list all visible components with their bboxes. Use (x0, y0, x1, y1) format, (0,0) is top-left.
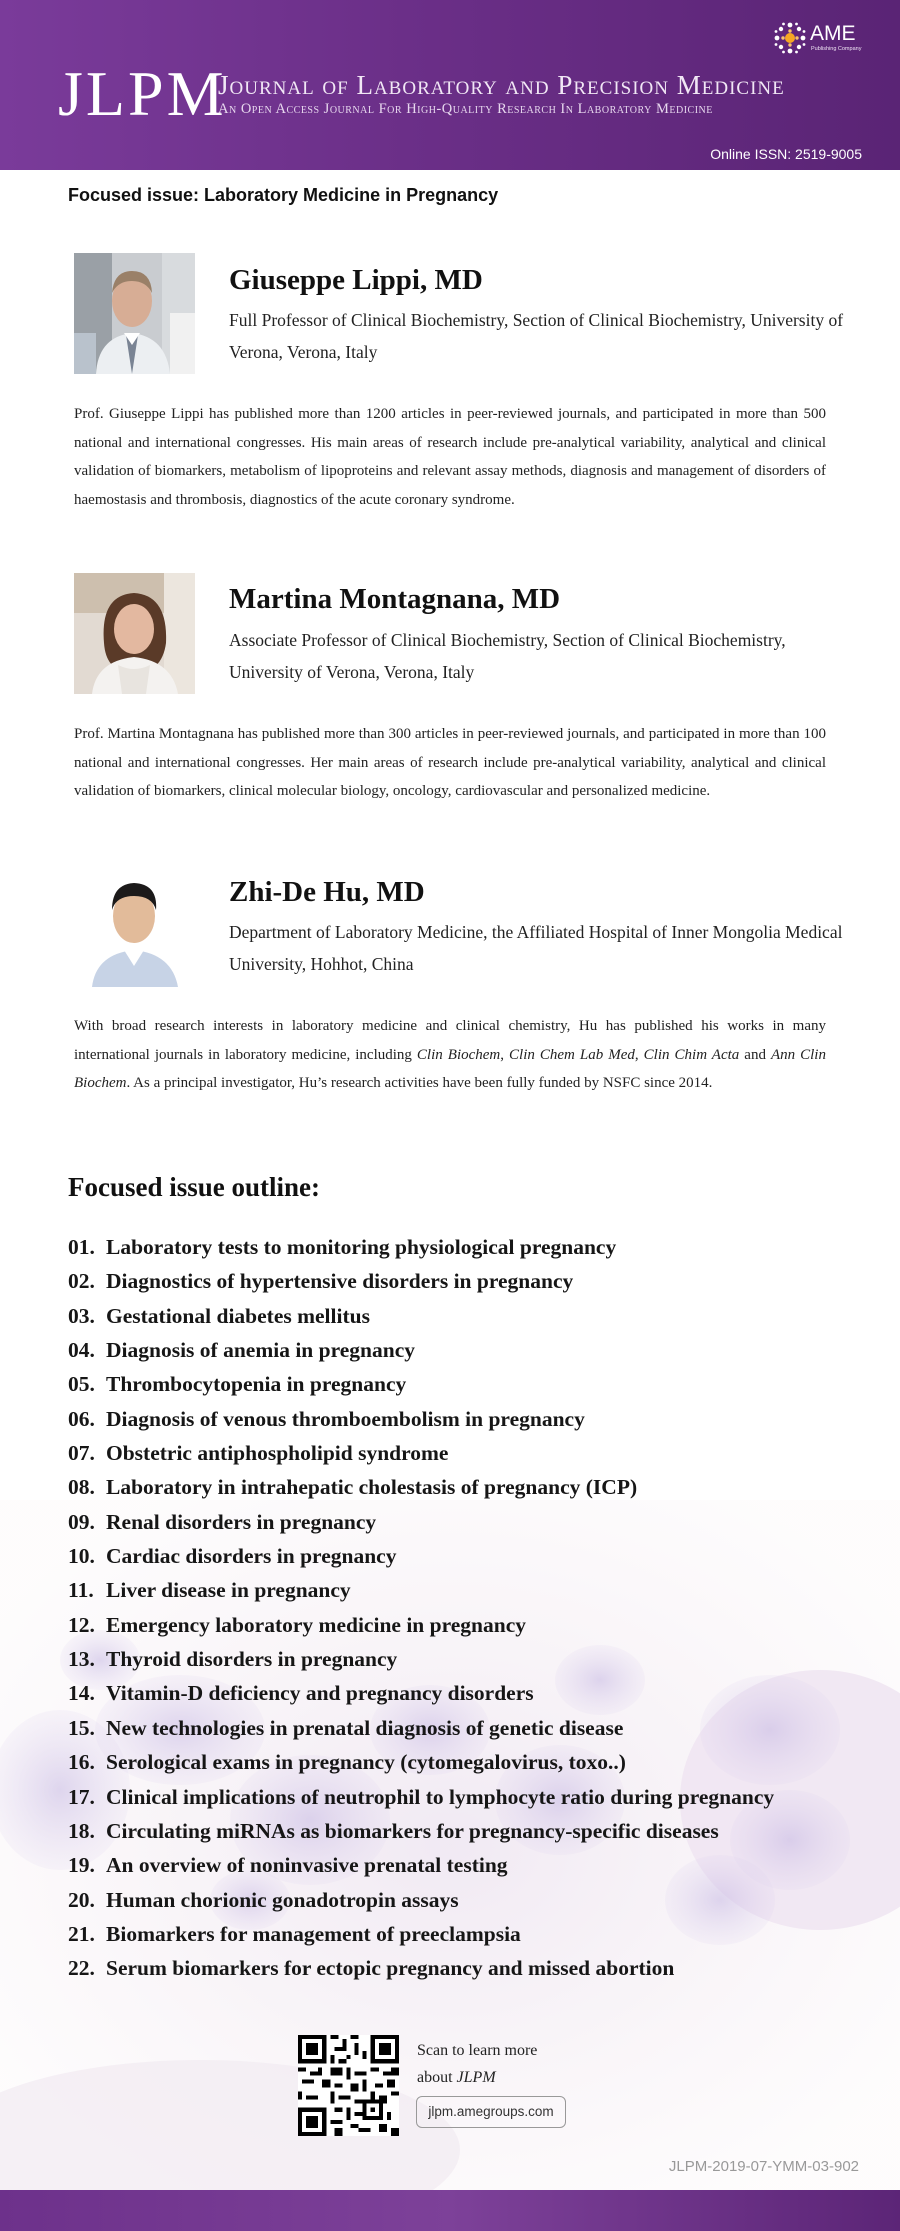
profile-bio-lippi: Prof. Giuseppe Lippi has published more than 1200 articles in peer-reviewed journals, and participated in more than 500 national and international congresses. His main areas of research include pre-analytical variability, analytical and clinical validation of biomarkers, metabolism of lipoproteins and relevant assay methods, diagnosis and management of disorders of haemostasis and thrombosis, diagnostics of the acute coronary syndrome. (74, 406, 826, 508)
outline-number: 01. (68, 1235, 95, 1259)
outline-item (68, 1642, 868, 1676)
outline-item (68, 1333, 868, 1367)
journal-ref: Clin Biochem (416, 1046, 501, 1063)
profile-name-lippi: Giuseppe Lippi, MD (229, 264, 483, 296)
bio-text: , (634, 1046, 644, 1063)
publisher-logo (772, 20, 862, 56)
bio-text: . As a principal investigator, Hu’s research activities have been fully funded by NSFC since 2014. (126, 1075, 713, 1091)
profile-photo-montagnana (74, 573, 195, 694)
outline-item (68, 1573, 868, 1607)
journal-subtitle: An Open Access Journal For High-Quality Research In Laboratory Medicine (218, 101, 713, 117)
ame-dots-icon (772, 20, 808, 56)
outline-number: 04. (68, 1338, 95, 1363)
outline-number: 03. (68, 1303, 95, 1328)
journal-logo: JLPM (58, 58, 227, 129)
outline-number: 09. (68, 1509, 95, 1534)
outline-number: 20. (68, 1887, 95, 1912)
outline-text: Thrombocytopenia in pregnancy (106, 1372, 407, 1397)
outline-item (68, 1539, 868, 1573)
journal-header (0, 0, 900, 170)
outline-text: Cardiac disorders in pregnancy (106, 1544, 397, 1569)
outline-text: Diagnostics of hypertensive disorders in pregnancy (106, 1269, 574, 1294)
outline-text: Emergency laboratory medicine in pregnancy (106, 1612, 526, 1637)
profile-affiliation-lippi: Full Professor of Clinical Biochemistry, Section of Clinical Biochemistry, University of Verona, Verona, Italy (229, 310, 844, 362)
scan-instructions (417, 2037, 537, 2091)
bio-text: With broad research interests in laboratory medicine and clinical chemistry, Hu has published his works in many international journals in laboratory medicine, including (74, 1018, 826, 1063)
outline-text: Laboratory tests to monitoring physiological pregnancy (106, 1235, 617, 1259)
scan-text-line-1: Scan to learn more (417, 2042, 538, 2059)
outline-item (68, 1402, 868, 1436)
outline-text: Clinical implications of neutrophil to lymphocyte ratio during pregnancy (106, 1784, 775, 1809)
outline-text: Renal disorders in pregnancy (106, 1509, 377, 1534)
outline-item (68, 1436, 868, 1470)
journal-ref: Clin Chim Acta (643, 1046, 740, 1063)
outline-item (68, 1745, 868, 1779)
outline-number: 21. (68, 1921, 95, 1946)
profile-bio-hu (74, 1012, 826, 1098)
outline-item (68, 1608, 868, 1642)
outline-number: 08. (68, 1475, 95, 1500)
outline-number: 13. (68, 1647, 95, 1672)
outline-item (68, 1814, 868, 1848)
outline-text: New technologies in prenatal diagnosis of genetic disease (106, 1715, 624, 1740)
outline-number: 14. (68, 1681, 95, 1706)
profile-bio-montagnana: Prof. Martina Montagnana has published more than 300 articles in peer-reviewed journals, and participated in more than 100 national and international congresses. Her main areas of research include pre-analytical variability, analytical and clinical validation of biomarkers, clinical molecular biology, oncology, cardiovascular and personalized medicine. (74, 726, 826, 799)
outline-number: 06. (68, 1406, 95, 1431)
document-code: JLPM-2019-07-YMM-03-902 (668, 2158, 859, 2175)
outline-number: 05. (68, 1372, 95, 1397)
profile-photo-lippi (74, 253, 195, 374)
journal-name: Journal of Laboratory and Precision Medicine (218, 70, 785, 100)
outline-number: 18. (68, 1818, 95, 1843)
publisher-name: AME (810, 22, 856, 45)
outline-text: Obstetric antiphospholipid syndrome (106, 1441, 449, 1466)
outline-text: Vitamin-D deficiency and pregnancy disorders (106, 1681, 534, 1706)
outline-text: Thyroid disorders in pregnancy (106, 1647, 398, 1672)
outline-item (68, 1367, 868, 1401)
scan-text-about: about (417, 2069, 457, 2086)
bio-text: , (500, 1046, 510, 1063)
profile-affiliation-hu: Department of Laboratory Medicine, the Affiliated Hospital of Inner Mongolia Medical University, Hohhot, China (229, 922, 843, 974)
outline-text: Gestational diabetes mellitus (106, 1303, 370, 1328)
outline-number: 07. (68, 1441, 95, 1466)
journal-url-link[interactable]: jlpm.amegroups.com (416, 2096, 566, 2128)
bio-text: and (739, 1046, 771, 1063)
issn-label: Online ISSN: 2519-9005 (710, 146, 862, 162)
outline-item (68, 1676, 868, 1710)
profile-affiliation-montagnana: Associate Professor of Clinical Biochemistry, Section of Clinical Biochemistry, University of Verona, Verona, Italy (229, 630, 786, 682)
outline-number: 12. (68, 1612, 95, 1637)
outline-number: 19. (68, 1853, 95, 1878)
outline-text: Diagnosis of anemia in pregnancy (106, 1338, 415, 1363)
outline-number: 22. (68, 1956, 95, 1981)
scan-text-line-2 (417, 2064, 537, 2091)
outline-title: Focused issue outline: (68, 1172, 321, 1202)
outline-item (68, 1951, 868, 1985)
scan-text-journal: JLPM (456, 2069, 496, 2086)
outline-item (68, 1230, 868, 1264)
outline-number: 17. (68, 1784, 95, 1809)
outline-text: Circulating miRNAs as biomarkers for pregnancy-specific diseases (106, 1818, 719, 1843)
outline-text: An overview of noninvasive prenatal testing (106, 1853, 508, 1878)
outline-list (68, 1230, 868, 1986)
outline-item (68, 1780, 868, 1814)
profile-name-montagnana: Martina Montagnana, MD (229, 583, 561, 615)
outline-item (68, 1505, 868, 1539)
outline-text: Human chorionic gonadotropin assays (106, 1887, 459, 1912)
profile-photo-hu (74, 866, 195, 987)
journal-ref: Clin Chem Lab Med (509, 1046, 635, 1063)
outline-text: Liver disease in pregnancy (106, 1578, 351, 1603)
outline-item (68, 1264, 868, 1298)
outline-item (68, 1848, 868, 1882)
outline-number: 10. (68, 1544, 95, 1569)
qr-code[interactable] (298, 2035, 399, 2136)
focused-issue-heading: Focused issue: Laboratory Medicine in Pregnancy (68, 185, 499, 205)
outline-item (68, 1711, 868, 1745)
publisher-subtitle: Publishing Company (811, 46, 862, 52)
outline-text: Serological exams in pregnancy (cytomegalovirus, toxo..) (106, 1750, 626, 1775)
outline-item (68, 1883, 868, 1917)
outline-item (68, 1917, 868, 1951)
outline-number: 11. (68, 1578, 94, 1603)
outline-number: 15. (68, 1715, 95, 1740)
outline-item (68, 1470, 868, 1504)
outline-text: Laboratory in intrahepatic cholestasis of pregnancy (ICP) (106, 1475, 638, 1500)
outline-text: Serum biomarkers for ectopic pregnancy and missed abortion (106, 1956, 675, 1981)
outline-text: Diagnosis of venous thromboembolism in pregnancy (106, 1406, 585, 1431)
footer-bar (0, 2190, 900, 2231)
outline-number: 02. (68, 1269, 95, 1294)
profile-name-hu: Zhi-De Hu, MD (229, 876, 425, 908)
outline-text: Biomarkers for management of preeclampsia (106, 1921, 521, 1946)
outline-number: 16. (68, 1750, 95, 1775)
journal-ref: Ann Clin Biochem (74, 1046, 826, 1091)
outline-item (68, 1299, 868, 1333)
